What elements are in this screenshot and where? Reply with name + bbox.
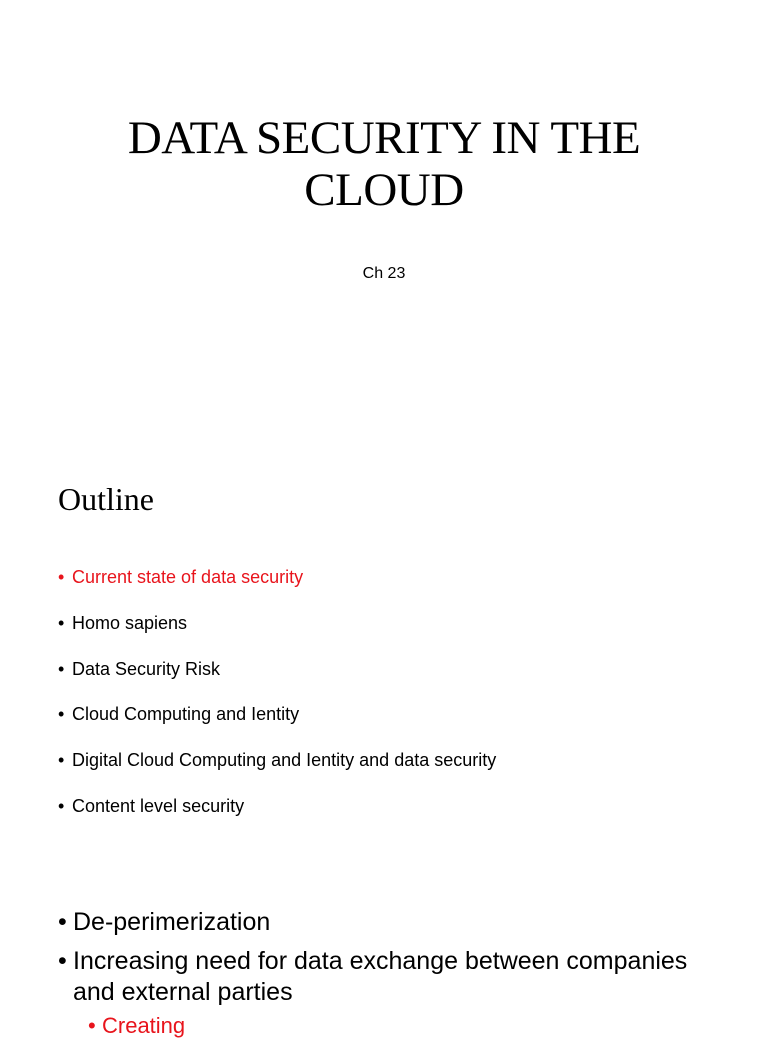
bullet-item (58, 907, 693, 938)
slide-title (0, 112, 768, 216)
bullet-icon: • (58, 908, 67, 936)
sub-bullet-item-text: Creating (102, 1013, 186, 1038)
slide-title-line-1: DATA SECURITY IN THE (127, 112, 641, 164)
bullet-icon: • (58, 750, 65, 771)
outline-list (58, 565, 496, 840)
outline-item (58, 794, 496, 840)
bullet-list (58, 907, 693, 1016)
outline-item-text: Cloud Computing and Ientity (72, 704, 300, 725)
bullet-icon: • (58, 612, 65, 633)
outline-item-text: Content level security (72, 795, 245, 816)
slide-title-line-2: CLOUD (304, 164, 464, 216)
outline-item-text: Homo sapiens (72, 612, 188, 633)
bullet-icon: • (58, 795, 65, 816)
outline-item-text: Digital Cloud Computing and Ientity and data security (72, 750, 497, 771)
bullet-item (58, 946, 693, 1008)
bullet-item-text: Increasing need for data exchange between companies and external parties (73, 947, 688, 1006)
outline-item (58, 702, 496, 748)
bullet-icon: • (58, 658, 65, 679)
bullet-item-text: De-perimerization (73, 908, 271, 936)
outline-item (58, 748, 496, 794)
bullet-icon: • (88, 1013, 96, 1038)
outline-item-text: Data Security Risk (72, 658, 221, 679)
bullet-icon: • (58, 567, 65, 587)
outline-item (58, 611, 496, 657)
outline-slide (0, 432, 768, 864)
outline-item (58, 565, 496, 611)
outline-heading: Outline (58, 481, 154, 517)
title-slide (0, 0, 768, 432)
slide-subtitle: Ch 23 (362, 265, 406, 282)
outline-item (58, 657, 496, 703)
bullet-icon: • (58, 704, 65, 725)
content-slide (0, 880, 768, 1038)
sub-bullet-item (88, 1013, 185, 1039)
bullet-icon: • (58, 947, 67, 975)
outline-item-text: Current state of data security (72, 567, 304, 587)
